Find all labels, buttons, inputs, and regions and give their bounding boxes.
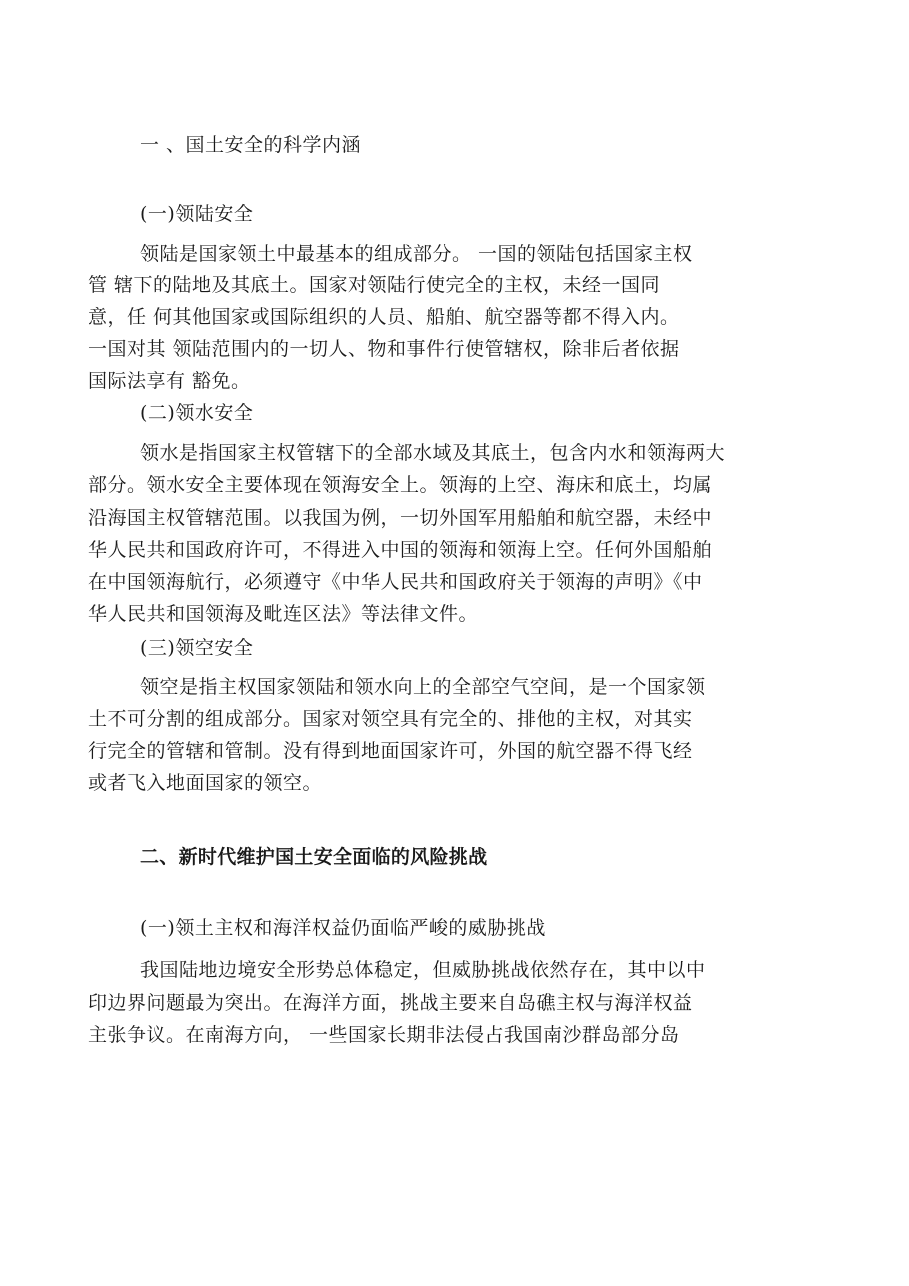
subsection-threat-title: (一)领土主权和海洋权益仍面临严峻的威胁挑战	[140, 917, 546, 939]
paragraph-line: 意，任 何其他国家或国际组织的人员、船舶、航空器等都不得入内。	[88, 306, 680, 328]
subsection-land-title: (一)领陆安全	[140, 203, 254, 225]
paragraph-line: 或者飞入地面国家的领空。	[88, 772, 323, 794]
paragraph-line: 领陆是国家领土中最基本的组成部分。 一国的领陆包括国家主权	[140, 243, 693, 265]
subsection-water-title: (二)领水安全	[140, 402, 254, 424]
section1-title: 一 、国土安全的科学内涵	[140, 134, 362, 156]
paragraph-line: 我国陆地边境安全形势总体稳定，但威胁挑战依然存在，其中以中	[140, 959, 706, 981]
paragraph-line: 华人民共和国政府许可，不得进入中国的领海和领海上空。任何外国船舶	[88, 539, 713, 561]
paragraph-line: 在中国领海航行，必须遵守《中华人民共和国政府关于领海的声明》《中	[88, 571, 703, 593]
paragraph-line: 管 辖下的陆地及其底土。国家对领陆行使完全的主权，未经一国同	[88, 274, 661, 296]
paragraph-line: 沿海国主权管辖范围。以我国为例，一切外国军用船舶和航空器，未经中	[88, 507, 713, 529]
subsection-air-title: (三)领空安全	[140, 637, 254, 659]
paragraph-line: 行完全的管辖和管制。没有得到地面国家许可，外国的航空器不得飞经	[88, 740, 693, 762]
paragraph-line: 一国对其 领陆范围内的一切人、物和事件行使管辖权，除非后者依据	[88, 338, 680, 360]
paragraph-line: 国际法享有 豁免。	[88, 370, 251, 392]
paragraph-line: 主张争议。在南海方向， 一些国家长期非法侵占我国南沙群岛部分岛	[88, 1024, 680, 1046]
paragraph-line: 华人民共和国领海及毗连区法》等法律文件。	[88, 603, 479, 625]
section2-title: 二、新时代维护国土安全面临的风险挑战	[140, 846, 488, 868]
paragraph-line: 领水是指国家主权管辖下的全部水域及其底土，包含内水和领海两大	[140, 442, 726, 464]
paragraph-line: 土不可分割的组成部分。国家对领空具有完全的、排他的主权，对其实	[88, 708, 693, 730]
paragraph-line: 领空是指主权国家领陆和领水向上的全部空气空间，是一个国家领	[140, 676, 706, 698]
paragraph-line: 部分。领水安全主要体现在领海安全上。领海的上空、海床和底土，均属	[88, 474, 713, 496]
paragraph-line: 印边界问题最为突出。在海洋方面，挑战主要来自岛礁主权与海洋权益	[88, 992, 693, 1014]
